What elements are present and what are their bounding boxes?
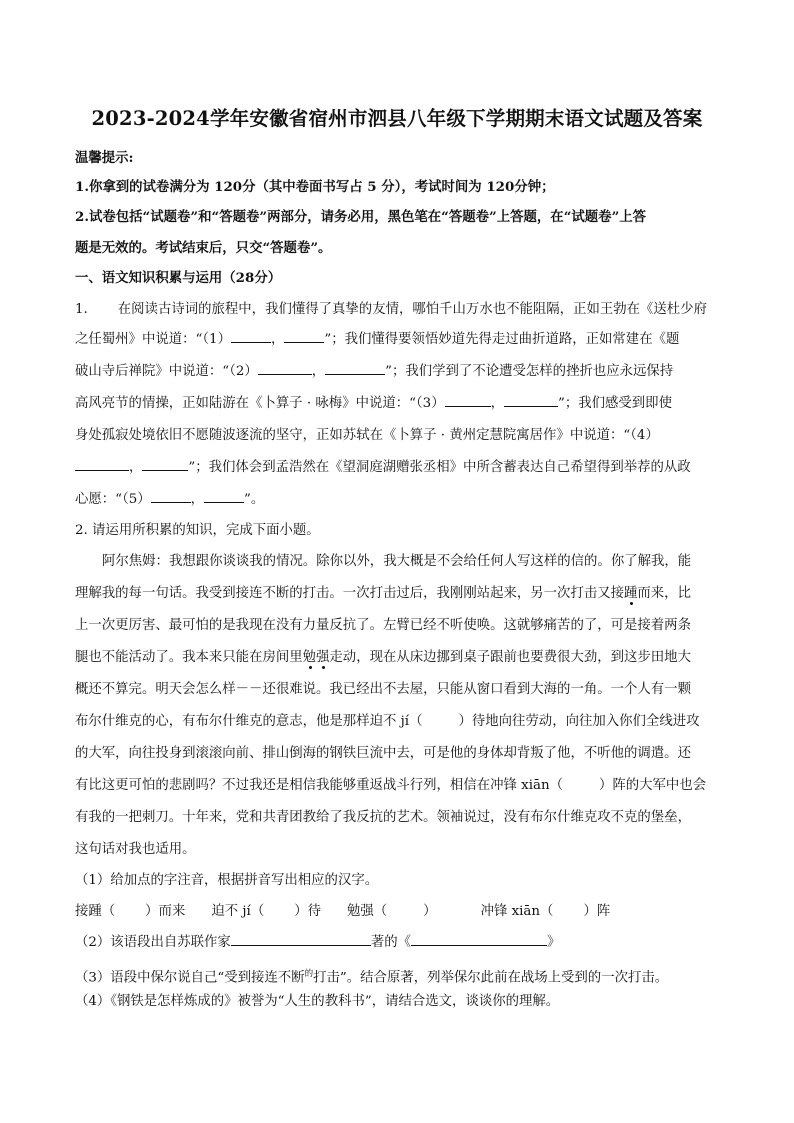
subquestion-text: （3）语段中保尔说自己“受到接连不断 bbox=[75, 970, 305, 986]
word-item: 勉强（ bbox=[347, 904, 388, 919]
answer-blank-5a[interactable] bbox=[151, 490, 191, 503]
answer-blank-1b[interactable] bbox=[284, 330, 324, 343]
q1-line-1 bbox=[75, 300, 707, 320]
dotted-char: 勉 bbox=[302, 650, 317, 665]
q1-text: ， bbox=[311, 364, 326, 379]
notice-item-1: 1.你拿到的试卷满分为 120分（其中卷面书写占 5 分），考试时间为 120分钟； bbox=[75, 179, 555, 195]
answer-blank-3a[interactable] bbox=[445, 394, 491, 407]
q1-number: 1. bbox=[75, 302, 88, 317]
dotted-char: 踵 bbox=[624, 586, 638, 601]
passage-line-10: 这句话对我也适用。 bbox=[75, 842, 196, 857]
q1-text: 在阅读古诗词的旅程中，我们懂得了真挚的友情，哪怕千山万水也不能阻隔，正如王勃在《送杜少府 bbox=[117, 302, 707, 317]
q1-text: ， bbox=[129, 460, 143, 475]
answer-blank-2a[interactable] bbox=[258, 362, 312, 375]
passage-line-8 bbox=[75, 776, 706, 796]
notice-item-2-line-2: 题是无效的。考试结束后，只交“答题卷”。 bbox=[75, 240, 332, 256]
q1-line-4 bbox=[75, 394, 672, 414]
q1-text: ， bbox=[270, 332, 285, 347]
passage-line-9: 有我的一把刺刀。十年来，党和共青团教给了我反抗的艺术。领袖说过，没有布尔什维克攻不克的堡垒， bbox=[75, 810, 691, 825]
word-item: ）阵 bbox=[583, 904, 611, 919]
q1-text: ”；我们感受到即使 bbox=[557, 396, 672, 411]
q1-line-7 bbox=[75, 490, 264, 510]
word-item: ） bbox=[423, 904, 437, 919]
book-title-blank[interactable] bbox=[411, 933, 547, 946]
subquestion-text: 打击”。结合原著，列举保尔此前在战场上受到的一次打击。 bbox=[313, 970, 669, 986]
answer-blank-2b[interactable] bbox=[325, 362, 385, 375]
answer-blank-4b[interactable] bbox=[142, 458, 188, 471]
q1-text: ”；我们懂得要领悟妙道先得走过曲折道路，正如常建在《题 bbox=[324, 332, 680, 347]
word-item: ）而来 bbox=[145, 904, 186, 919]
passage-line-3: 上一次更厉害、最可怕的是我现在没有力量反抗了。左臂已经不听使唤。这就够痛苦的了，可是接着两条 bbox=[75, 618, 691, 633]
q1-text: 高风亮节的情操，正如陆游在《卜算子 · 咏梅》中说道：“（3） bbox=[75, 396, 445, 411]
passage-line-4 bbox=[75, 648, 691, 668]
subquestion-2 bbox=[75, 933, 560, 953]
subquestion-text: 》 bbox=[547, 935, 561, 950]
q1-line-6 bbox=[75, 458, 691, 478]
q1-text: ， bbox=[190, 492, 205, 507]
subquestion-text: （2）该语段出自苏联作家 bbox=[75, 935, 231, 950]
q1-text: ， bbox=[490, 396, 504, 411]
passage-line-1: 阿尔焦姆：我想跟你谈谈我的情况。除你以外，我大概是不会给任何人写这样的信的。你了解我，能 bbox=[102, 554, 692, 569]
q1-text: ”。 bbox=[244, 492, 265, 507]
author-blank[interactable] bbox=[231, 933, 371, 946]
q1-line-2 bbox=[75, 330, 679, 350]
passage-text: 而来，比 bbox=[637, 586, 691, 601]
passage-line-5: 概还不算完。明天会怎么样－－还很难说。我已经出不去屋，只能从窗口看到大海的一角。一个人有一颗 bbox=[75, 682, 691, 697]
passage-line-6 bbox=[75, 712, 700, 732]
section-heading: 一、语文知识积累与运用（28分） bbox=[75, 270, 282, 286]
dotted-char: 强 bbox=[316, 650, 330, 665]
subquestion-1: （1）给加点的字注音，根据拼音写出相应的汉字。 bbox=[75, 873, 379, 888]
passage-text: 走动，现在从床边挪到桌子跟前也要费很大劲，到这步田地大 bbox=[329, 650, 691, 665]
subquestion-4: （4）《钢铁是怎样炼成的》被誉为“人生的教科书”，请结合选文，谈谈你的理解。 bbox=[75, 994, 560, 1009]
passage-line-7: 的大军，向往投身到滚滚向前、排山倒海的钢铁巨流中去，可是他的身体却背叛了他，不听他的调遣。还 bbox=[75, 746, 691, 761]
page-title: 2023-2024学年安徽省宿州市泗县八年级下学期期末语文试题及答案 bbox=[91, 107, 703, 130]
q1-text: 心愿：“（5） bbox=[75, 492, 151, 507]
answer-blank-4a[interactable] bbox=[75, 458, 129, 471]
answer-blank-3b[interactable] bbox=[504, 394, 558, 407]
q1-line-3 bbox=[75, 362, 673, 382]
q1-text: ”；我们学到了不论遭受怎样的挫折也应永远保持 bbox=[385, 364, 674, 379]
q2-intro: 2. 请运用所积累的知识，完成下面小题。 bbox=[75, 523, 320, 538]
notice-item-2-line-1: 2.试卷包括“试题卷”和“答题卷”两部分，请务必用，黑色笔在“答题卷”上答题，在“试题卷”上答 bbox=[75, 209, 647, 225]
q1-text: 之任蜀州》中说道：“（1） bbox=[75, 332, 231, 347]
subquestion-text: 著的《 bbox=[370, 935, 411, 950]
passage-text: ）阵的大军中也会 bbox=[598, 778, 707, 793]
subquestion-3 bbox=[75, 964, 668, 988]
word-item: 冲锋 xiān（ bbox=[480, 904, 554, 919]
word-item: 迫不 jí（ bbox=[211, 904, 265, 919]
q1-text: 破山寺后禅院》中说道：“（2） bbox=[75, 364, 258, 379]
q1-line-5: 身处孤寂处境依旧不愿随波逐流的坚守，正如苏轼在《卜算子 · 黄州定慧院寓居作》中说道：“（4） bbox=[75, 428, 659, 443]
passage-text: 布尔什维克的心，有布尔什维克的意志，他是那样迫不 jí（ bbox=[75, 714, 423, 729]
passage-text: 理解我的每一句话。我受到接连不断的打击。一次打击过后，我刚刚站起来，另一次打击又接 bbox=[75, 586, 625, 601]
answer-blank-1a[interactable] bbox=[231, 330, 271, 343]
word-item: ）待 bbox=[294, 904, 321, 919]
notice-heading: 温馨提示: bbox=[75, 150, 134, 166]
passage-text: 有比这更可怕的悲剧吗？不过我还是相信我能够重返战斗行列，相信在冲锋 xiān（ bbox=[75, 778, 563, 793]
q1-text: ”；我们体会到孟浩然在《望洞庭湖赠张丞相》中所含蓄表达自己希望得到举荐的从政 bbox=[188, 460, 691, 475]
subquestion-1-items bbox=[75, 902, 610, 922]
subquestion-text: 的 bbox=[304, 969, 314, 979]
passage-line-2 bbox=[75, 584, 691, 604]
passage-text: ）待地向往劳动，向往加入你们全线进攻 bbox=[458, 714, 700, 729]
passage-text: 腿也不能活动了。我本来只能在房间里 bbox=[75, 650, 303, 665]
word-item: 接踵（ bbox=[75, 904, 116, 919]
answer-blank-5b[interactable] bbox=[204, 490, 244, 503]
